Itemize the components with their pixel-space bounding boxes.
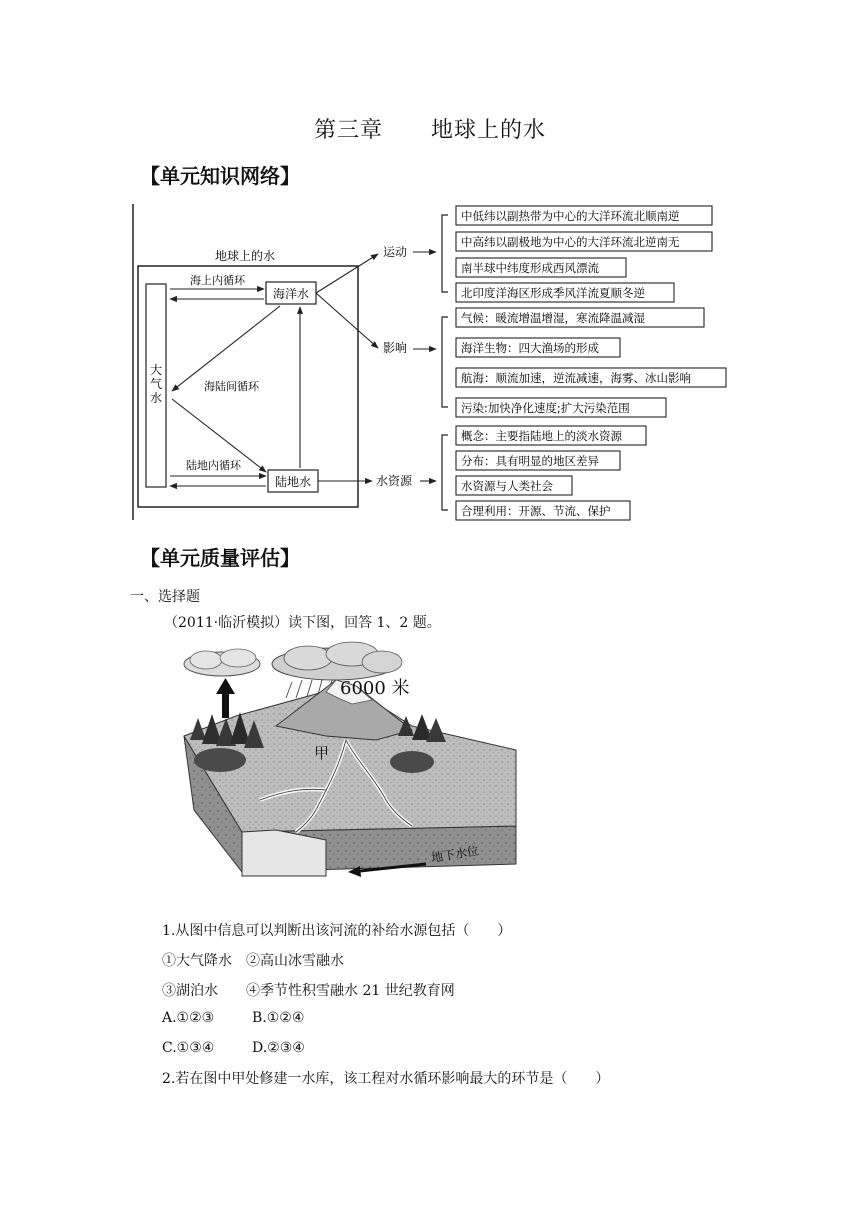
section-heading-network: 【单元知识网络】 [140,164,300,188]
knowledge-network-svg [130,196,740,528]
resource-item-1: 概念：主要指陆地上的淡水资源 [461,429,622,443]
sea-land-arrow-ocean-to-air [172,306,280,391]
location-jia-label: 甲 [314,744,330,762]
branch-impact-label: 影响 [383,341,408,355]
impact-bracket [442,317,448,407]
resource-bracket [442,435,448,510]
resource-item-4: 合理利用：开源、节流、保护 [461,504,611,518]
atmosphere-label: 大气水 [149,363,163,405]
impact-item-4: 污染:加快净化速度;扩大污染范围 [461,401,630,415]
question-1-option-b: B.①②④ [252,1010,305,1026]
question-1-option-a: A.①②③ [162,1010,215,1026]
chapter-number: 第三章 [313,118,383,143]
section-heading-assessment: 【单元质量评估】 [140,546,300,570]
sea-land-cycle-label: 海陆间循环 [204,380,259,393]
impact-item-2: 海洋生物：四大渔场的形成 [461,341,599,355]
chapter-name: 地球上的水 [431,118,547,143]
impact-item-3: 航海：顺流加速，逆流减速，海雾、冰山影响 [461,371,691,385]
question-1-line-3: ③湖泊水 ④季节性积雪融水 21 世纪教育网 [162,983,455,999]
branch-resource-label: 水资源 [376,474,413,488]
landscape-figure [176,640,526,896]
motion-item-1: 中低纬以副热带为中心的大洋环流北顺南逆 [461,209,680,223]
groundwater-label: 地下水位 [430,843,480,865]
ocean-to-impact-arrow [316,293,378,348]
motion-bracket [442,215,448,292]
ocean-to-motion-arrow [316,254,378,293]
impact-item-1: 气候：暖流增温增湿，寒流降温减湿 [461,311,645,325]
frame-label: 地球上的水 [215,249,276,263]
branch-motion-label: 运动 [383,245,408,259]
question-1-option-c: C.①③④ [162,1040,215,1056]
question-1: 1.从图中信息可以判断出该河流的补给水源包括（ ） [162,923,512,939]
motion-item-4: 北印度洋海区形成季风洋流夏顺冬逆 [461,286,645,300]
source-line: （2011·临沂模拟）读下图，回答 1、2 题。 [164,615,441,631]
question-2: 2.若在图中甲处修建一水库，该工程对水循环影响最大的环节是（ ） [162,1071,610,1087]
land-cycle-label: 陆地内循环 [186,459,241,472]
evaporation-arrow [216,678,235,718]
sea-cycle-label: 海上内循环 [190,274,245,287]
resource-item-2: 分布：具有明显的地区差异 [461,454,599,468]
motion-item-3: 南半球中纬度形成西风漂流 [461,261,599,275]
knowledge-network-diagram [130,196,740,528]
ocean-label: 海洋水 [272,287,310,301]
resource-item-3: 水资源与人类社会 [461,479,553,493]
landscape-svg [176,640,526,896]
altitude-label: 6000 米 [340,678,410,699]
page-title [0,113,860,144]
cloud-left [184,649,260,676]
cloud-right [272,642,402,680]
choice-heading: 一、选择题 [130,589,200,605]
motion-item-2: 中高纬以副极地为中心的大洋环流北逆南无 [461,235,680,249]
land-label: 陆地水 [274,475,312,489]
question-1-line-2: ①大气降水 ②高山冰雪融水 [162,953,344,969]
question-1-option-d: D.②③④ [252,1040,305,1056]
